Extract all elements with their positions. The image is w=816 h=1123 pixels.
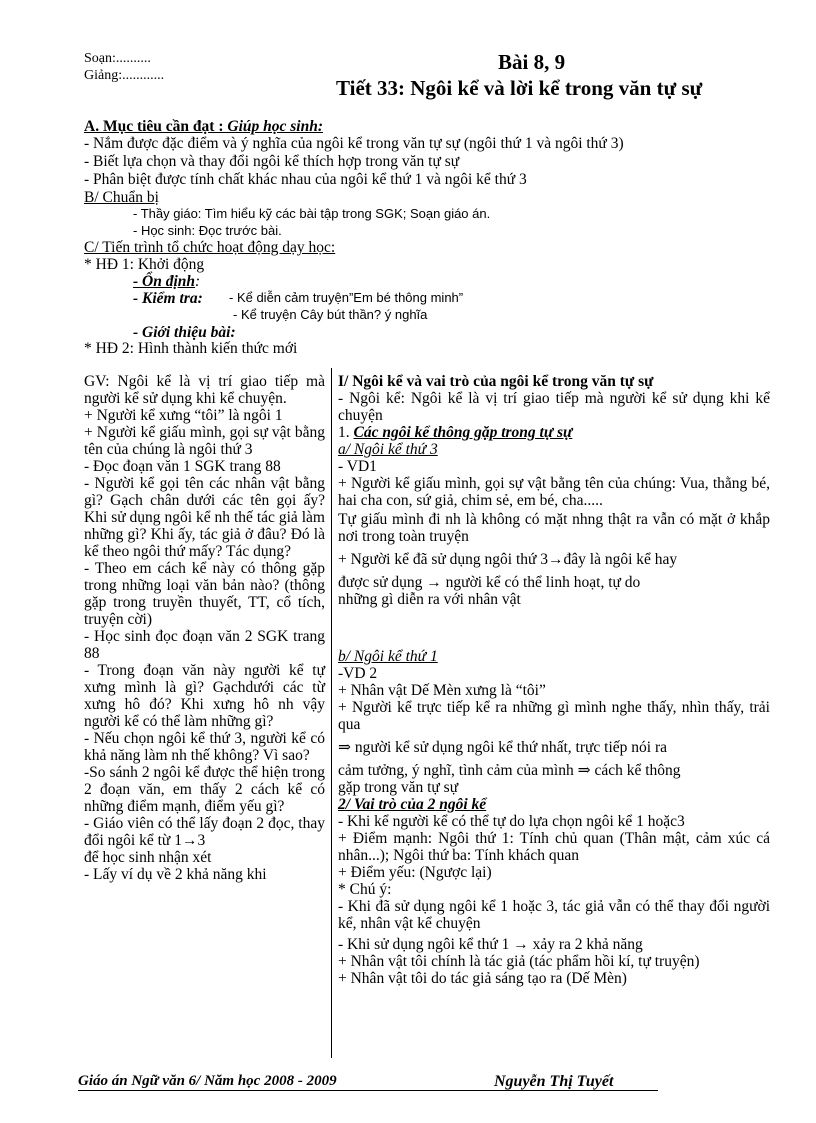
section-c-heading: C/ Tiến trình tổ chức hoạt động dạy học: — [84, 239, 336, 256]
activity-paragraph: + Người kể xưng “tôi” là ngôi 1 — [84, 407, 283, 424]
hd2-label: * HĐ 2: Hình thành kiến thức mới — [84, 340, 298, 357]
activity-text: 3 — [197, 832, 206, 849]
content-paragraph: + Nhân vật Dế Mèn xưng là “tôi” — [338, 682, 546, 699]
content-paragraph — [338, 551, 770, 568]
right-arrow-icon: → — [513, 936, 529, 953]
activity-paragraph — [84, 815, 325, 849]
double-arrow-icon: ⇒ — [577, 762, 591, 779]
subheading-2: 2/ Vai trò của 2 ngôi kể — [338, 796, 487, 813]
activity-paragraph: - Người kể gọi tên các nhân vật bằng gì? Gạch chân dưới các tên gọi ấy? Khi sử dụng ngôi kể nh thế tác giả làm những gì? Khi ấy, tác giả ở đâu? Đó là kể theo ngôi thứ mấy? Tác dụng? — [84, 475, 325, 560]
hd1-label: * HĐ 1: Khởi động — [84, 256, 205, 273]
content-paragraph — [338, 574, 770, 591]
content-paragraph: + Điểm yếu: (Ngược lại) — [338, 864, 492, 881]
content-text: được sử dụng — [338, 574, 427, 591]
section-a-title: A. Mục tiêu cần đạt : — [84, 118, 224, 135]
gioi-thieu-label: - Giới thiệu bài: — [133, 324, 236, 341]
content-paragraph: - Khi đã sử dụng ngôi kể 1 hoặc 3, tác giả vẫn có thể thay đổi người kể, nhân vật kể chuyện — [338, 898, 770, 932]
activity-paragraph: -So sánh 2 ngôi kể được thể hiện trong 2 đoạn văn, em thấy 2 cách kể có những điểm mạnh, điểm yếu gì? — [84, 764, 325, 815]
subheading-a: a/ Ngôi kể thứ 3 — [338, 441, 438, 458]
content-column — [338, 373, 770, 987]
on-dinh — [133, 273, 200, 290]
right-arrow-icon: → — [548, 551, 564, 568]
content-text: - Khi sử dụng ngôi kể thứ 1 — [338, 936, 514, 953]
content-text: cảm tưởng, ý nghĩ, tình cảm của mình — [338, 762, 578, 779]
activity-paragraph: + Người kể giấu mình, gọi sự vật bằng tên của chúng là ngôi thứ 3 — [84, 424, 325, 458]
activity-paragraph: - Đọc đoạn văn 1 SGK trang 88 — [84, 458, 281, 475]
signature: Nguyễn Thị Tuyết — [494, 1073, 614, 1090]
content-text: đây là ngôi kể hay — [563, 551, 678, 568]
content-text: cách kể thông — [590, 762, 681, 779]
content-paragraph — [338, 762, 770, 779]
section-a-heading — [84, 118, 323, 135]
content-text: người kể sử dụng ngôi kể thứ nhất, trực tiếp nói ra — [351, 739, 668, 756]
objective-item: - Nắm được đặc điểm và ý nghĩa của ngôi kể trong văn tự sự (ngôi thứ 1 và ngôi thứ 3) — [84, 135, 624, 152]
objective-item: - Biết lựa chọn và thay đổi ngôi kể thích hợp trong văn tự sự — [84, 153, 460, 170]
content-heading-1: I/ Ngôi kể và vai trò của ngôi kể trong văn tự sự — [338, 373, 654, 390]
content-text: người kể có thể linh hoạt, tự do — [441, 574, 641, 591]
activity-paragraph: GV: Ngôi kể là vị trí giao tiếp mà người kể sử dụng khi kể chuyện. — [84, 373, 325, 407]
soan-line: Soạn:.......... — [84, 51, 151, 66]
content-paragraph: + Người kể trực tiếp kể ra những gì mình nghe thấy, nhìn thấy, trải qua — [338, 699, 770, 733]
right-arrow-icon: → — [426, 574, 442, 591]
content-paragraph: - Khi kể người kể có thể tự do lựa chọn ngôi kể 1 hoặc3 — [338, 813, 685, 830]
activity-text: - Giáo viên có thể lấy đoạn 2 đọc, thay đổi ngôi kể từ 1 — [84, 815, 325, 849]
objective-item: - Phân biệt được tính chất khác nhau của ngôi kể thứ 1 và ngôi kể thứ 3 — [84, 171, 527, 188]
content-paragraph: gặp trong văn tự sự — [338, 779, 459, 796]
kiem-tra-item: - Kể diễn cảm truyện”Em bé thông minh” — [229, 290, 464, 305]
giang-line: Giảng:............ — [84, 68, 165, 83]
subheading-b: b/ Ngôi kể thứ 1 — [338, 648, 438, 665]
on-dinh-colon: : — [195, 273, 201, 290]
example-label: -VD 2 — [338, 665, 378, 682]
activity-paragraph: - Theo em cách kể này có thông gặp trong những loại văn bản nào? (thông gặp trong truyền thuyết, TT, cổ tích, truyện cời) — [84, 560, 325, 628]
content-text: + Người kể đã sử dụng ngôi thứ 3 — [338, 551, 549, 568]
content-paragraph — [338, 739, 770, 756]
sub-title: Các ngôi kể thông gặp trong tự sự — [353, 424, 573, 441]
prep-item: - Thầy giáo: Tìm hiểu kỹ các bài tập trong SGK; Soạn giáo án. — [133, 206, 491, 221]
section-b-heading: B/ Chuẩn bị — [84, 189, 159, 206]
content-paragraph: những gì diễn ra với nhân vật — [338, 591, 521, 608]
double-arrow-icon: ⇒ — [338, 739, 351, 756]
activities-column — [84, 373, 325, 883]
content-paragraph: * Chú ý: — [338, 881, 392, 898]
activity-paragraph: - Trong đoạn văn này người kể tự xưng mình là gì? Gạchdưới các từ xưng hô đó? Khi xưng hô nh vậy người kể có thể làm những gì? — [84, 662, 325, 730]
footer-text: Giáo án Ngữ văn 6/ Năm học 2008 - 2009 — [78, 1073, 337, 1089]
on-dinh-label: - Ổn định — [133, 273, 196, 290]
content-paragraph: + Nhân vật tôi chính là tác giả (tác phẩm hồi kí, tự truyện) — [338, 953, 700, 970]
content-paragraph: + Điểm mạnh: Ngôi thứ 1: Tính chủ quan (Thân mật, cảm xúc cá nhân...); Ngôi thứ ba: Tính khách quan — [338, 830, 770, 864]
page-title: Tiết 33: Ngôi kể và lời kể trong văn tự sự — [336, 76, 703, 100]
lesson-number: Bài 8, 9 — [498, 50, 566, 74]
prep-item: - Học sinh: Đọc trước bài. — [133, 223, 282, 238]
definition: - Ngôi kể: Ngôi kể là vị trí giao tiếp mà người kể sử dụng khi kể chuyện — [338, 390, 770, 424]
kiem-tra-label: - Kiểm tra: — [133, 290, 203, 307]
content-text: xảy ra 2 khả năng — [528, 936, 643, 953]
activity-paragraph: - Nếu chọn ngôi kể thứ 3, người kể có khả năng làm nh thế không? Vì sao? — [84, 730, 325, 764]
footer-divider — [78, 1090, 658, 1091]
section-a-subtitle: Giúp học sinh: — [223, 118, 323, 135]
kiem-tra-item: - Kể truyện Cây bút thần? ý nghĩa — [233, 307, 428, 322]
activity-paragraph: - Học sinh đọc đoạn văn 2 SGK trang 88 — [84, 628, 325, 662]
example-label: - VD1 — [338, 458, 377, 475]
sub-number: 1. — [338, 424, 354, 441]
content-paragraph: + Người kể giấu mình, gọi sự vật bằng tên của chúng: Vua, thằng bé, hai cha con, sứ giả, chim sẻ, em bé, cha..... — [338, 475, 770, 509]
subheading-1 — [338, 424, 770, 441]
activity-paragraph: - Lấy ví dụ về 2 khả năng khi — [84, 866, 267, 883]
content-paragraph — [338, 936, 770, 953]
right-arrow-icon: → — [181, 832, 198, 849]
content-paragraph: + Nhân vật tôi do tác giả sáng tạo ra (Dế Mèn) — [338, 970, 627, 987]
column-divider — [331, 368, 332, 1058]
activity-paragraph: để học sinh nhận xét — [84, 849, 212, 866]
content-paragraph: Tự giấu mình đi nh là không có mặt nhng thật ra vẫn có mặt ở khắp nơi trong toàn truyện — [338, 511, 770, 545]
